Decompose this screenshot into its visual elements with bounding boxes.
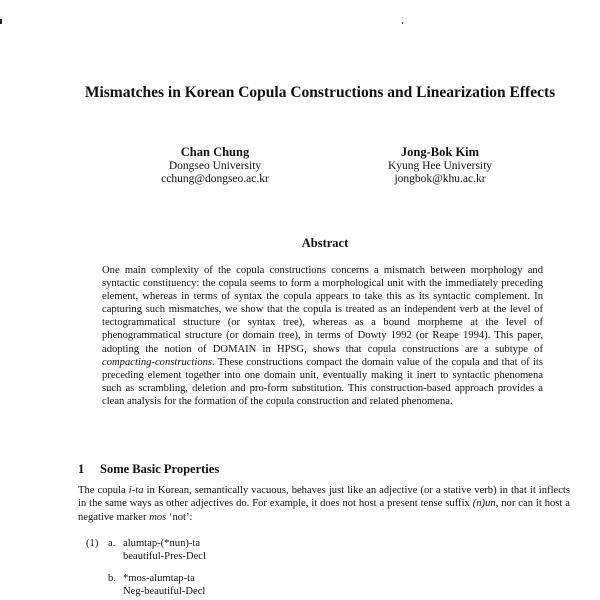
example-b	[123, 572, 205, 598]
text-run: , nor can it host a negative marker	[78, 498, 570, 523]
author-block-2	[355, 146, 525, 187]
section-paragraph	[78, 484, 570, 524]
scan-mark	[402, 22, 403, 24]
example-number: (1)	[86, 538, 99, 549]
text-run: in Korean, semantically vacuous, behaves just like an adjective (or a stative verb) in that it inflects in the same ways as other adjectives do. For example, it does not host a present tense suffix	[78, 485, 570, 510]
example-gloss: Neg-beautiful-Decl	[123, 586, 206, 597]
italic-term: (n)un	[472, 498, 496, 510]
text-run: ‘not’:	[166, 511, 193, 523]
paper-title: Mismatches in Korean Copula Constructions and Linearization Effects	[84, 84, 556, 101]
italic-term: i-ta	[128, 485, 144, 496]
example-label-a: a.	[108, 538, 116, 549]
text-run: The copula	[78, 485, 129, 496]
abstract-part: . These constructions compact the domain value of the copula and that of its preceding element together into one domain unit, eventually making it inert to syntactic phenomena such as scrambling, deletion and pro-form substitution. This construction-based approach provides a clean analysis for the formation of the copula construction and related phenomena.	[102, 356, 543, 407]
author-affiliation: Dongseo University	[168, 159, 262, 172]
section-title: Some Basic Properties	[100, 462, 220, 476]
author-name: Jong-Bok Kim	[400, 145, 480, 159]
example-gloss: beautiful-Pres-Decl	[123, 551, 206, 562]
example-form: alumtap-(*nun)-ta	[123, 538, 201, 549]
example-label-b: b.	[108, 573, 116, 584]
section-heading	[78, 462, 219, 477]
abstract-italic-term: compacting-constructions	[102, 356, 213, 368]
author-email: cchung@dongseo.ac.kr	[161, 173, 269, 185]
abstract-part: One main complexity of the copula constructions concerns a mismatch between morphology and syntactic constituency: the copula seems to form a morphological unit with the immediately preceding element, whereas in terms of syntax the copula appears to take this as its syntactic complement. In capturing such mismatches, we show that the copula is treated as an independent verb at the level of tectogrammatical structure (or syntax tree), whereas as a bound morpheme at the level of phenogrammatical structure (or domain tree), in terms of Dowty 1992 (or Reape 1994). This paper, adopting the notion of DOMAIN in HPSG, shows that copula constructions are a subtype of	[102, 265, 543, 355]
italic-term: mos	[149, 511, 167, 523]
abstract-heading: Abstract	[301, 236, 349, 250]
section-number: 1	[78, 462, 85, 476]
scan-mark	[0, 19, 2, 24]
author-block-1	[140, 146, 290, 187]
author-email: jongbok@khu.ac.kr	[394, 173, 486, 185]
author-name: Chan Chung	[180, 145, 250, 159]
example-form: *mos-alumtap-ta	[123, 573, 195, 584]
example-a	[123, 537, 206, 563]
author-affiliation: Kyung Hee University	[387, 159, 493, 172]
abstract-text	[102, 264, 543, 408]
